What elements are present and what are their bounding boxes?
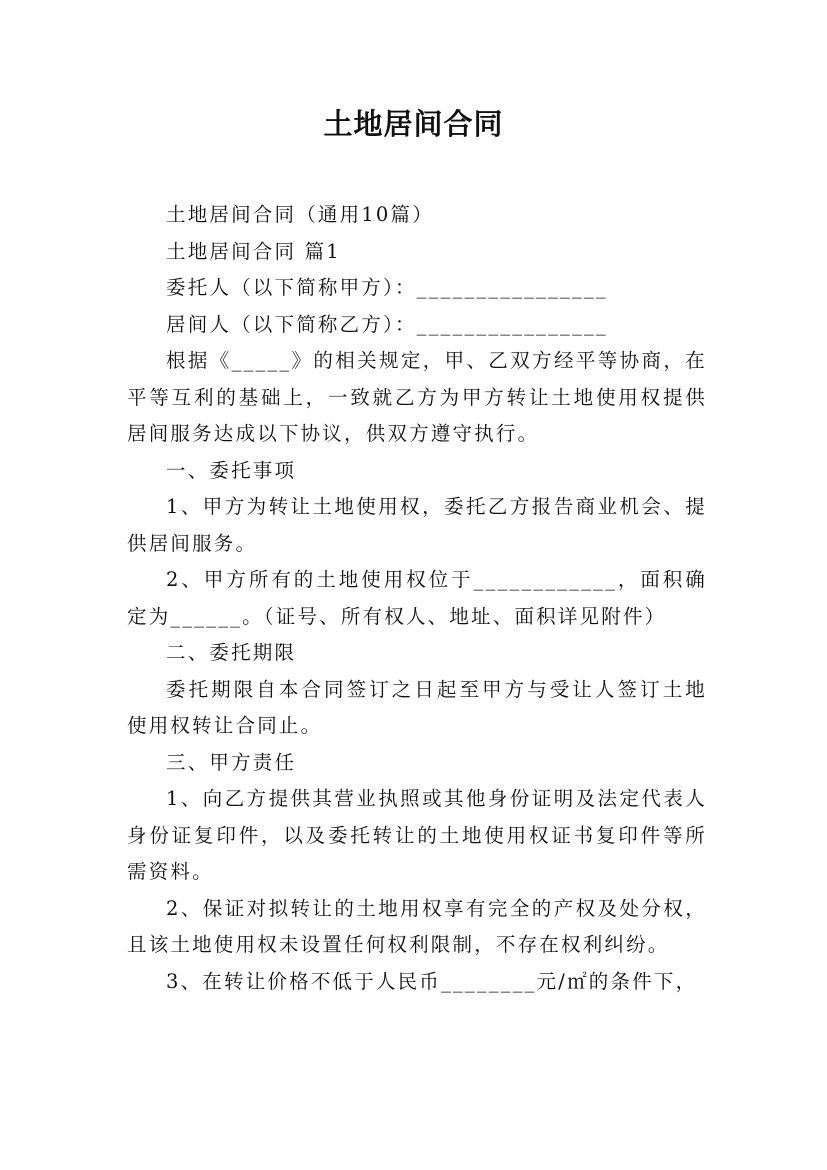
paragraph-clause-1-1: 1、甲方为转让土地使用权，委托乙方报告商业机会、提供居间服务。 xyxy=(127,495,707,555)
paragraph-heading-3: 三、甲方责任 xyxy=(166,750,297,774)
paragraph-party-a: 委托人（以下简称甲方）：________________ xyxy=(166,276,608,299)
paragraph-clause-1-2: 2、甲方所有的土地使用权位于____________，面积确定为______。（证号、所有权人、地址、面积详见附件） xyxy=(127,568,707,628)
paragraph-clause-3-3: 3、在转让价格不低于人民币________元/㎡的条件下， xyxy=(166,969,698,993)
paragraph-clause-3-2: 2、保证对拟转让的土地用权享有完全的产权及处分权，且该土地使用权未设置任何权利限制，不存在权利纠纷。 xyxy=(127,896,707,956)
document-body xyxy=(127,197,707,1000)
paragraph-subtitle: 土地居间合同（通用10篇） xyxy=(166,203,434,226)
paragraph-clause-2: 委托期限自本合同签订之日起至甲方与受让人签订土地使用权转让合同止。 xyxy=(127,677,707,737)
document-title: 土地居间合同 xyxy=(323,107,504,141)
paragraph-heading-1: 一、委托事项 xyxy=(166,458,297,482)
paragraph-preamble: 根据《_____》的相关规定，甲、乙双方经平等协商，在平等互利的基础上，一致就乙方为甲方转让土地使用权提供居间服务达成以下协议，供双方遵守执行。 xyxy=(127,349,707,445)
paragraph-party-b: 居间人（以下简称乙方）：________________ xyxy=(166,312,608,336)
paragraph-heading-2: 二、委托期限 xyxy=(166,641,297,664)
paragraph-section-heading: 土地居间合同 篇1 xyxy=(166,239,341,263)
paragraph-clause-3-1: 1、向乙方提供其营业执照或其他身份证明及法定代表人身份证复印件，以及委托转让的土地使用权证书复印件等所需资料。 xyxy=(127,787,707,883)
